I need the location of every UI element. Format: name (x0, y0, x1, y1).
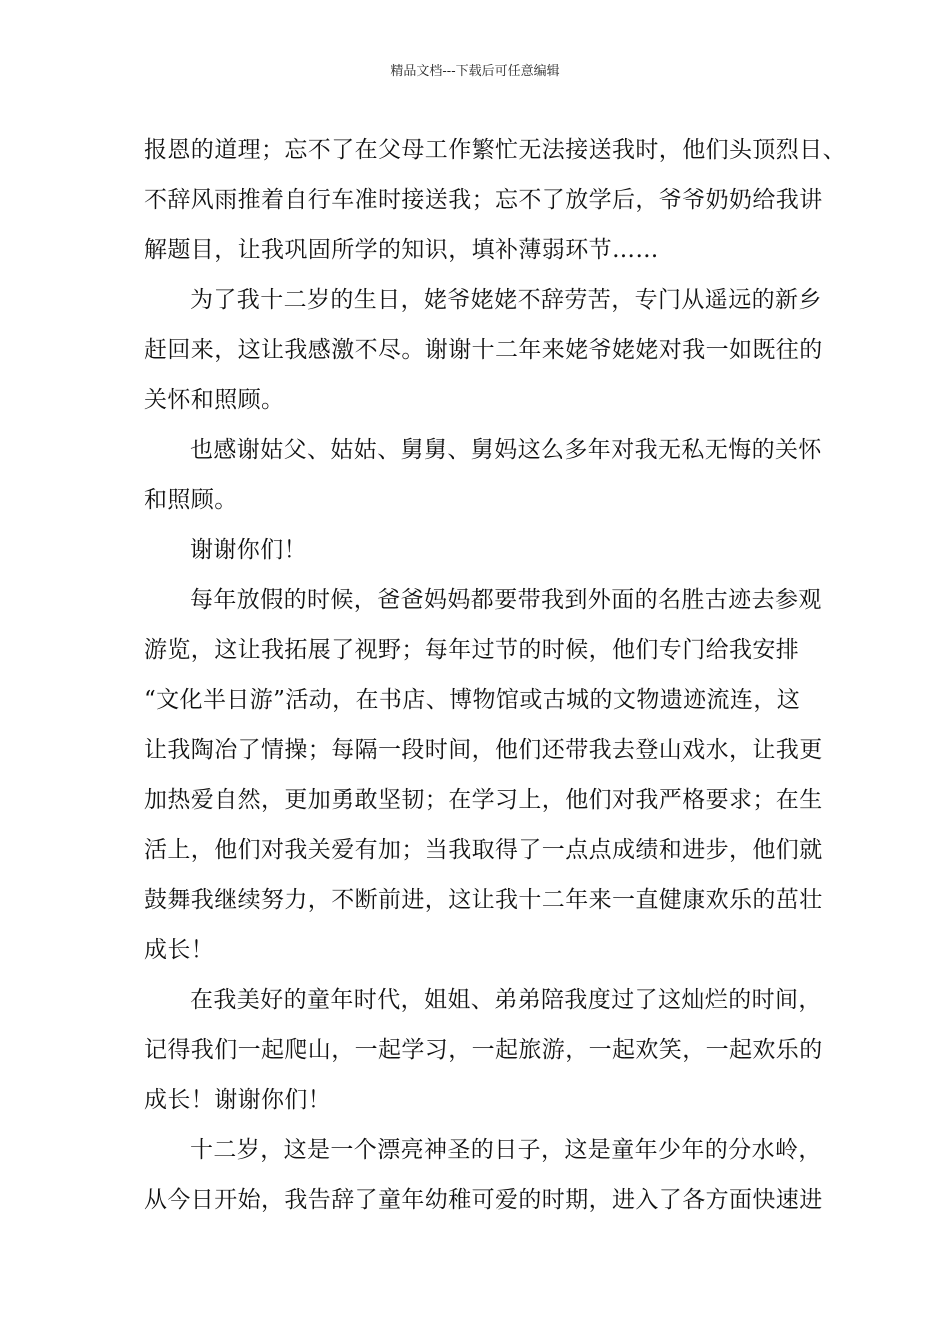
paragraph-line: 从今日开始，我告辞了童年幼稚可爱的时期，进入了各方面快速进 (144, 1187, 823, 1213)
document-body (144, 125, 846, 1225)
paragraph-line: 为了我十二岁的生日，姥爷姥姥不辞劳苦，专门从遥远的新乡 (190, 287, 822, 313)
paragraph-line: 谢谢你们！ (190, 537, 307, 563)
paragraph-line: 也感谢姑父、姑姑、舅舅、舅妈这么多年对我无私无悔的关怀 (190, 437, 822, 463)
paragraph-line: 成长！ (144, 937, 215, 963)
paragraph-line: “文化半日游”活动，在书店、博物馆或古城的文物遗迹流连，这 (144, 687, 801, 713)
paragraph-line: 十二岁，这是一个漂亮神圣的日子，这是童年少年的分水岭， (190, 1137, 822, 1163)
paragraph-line: 和照顾。 (144, 487, 238, 513)
paragraph-line: 赶回来，这让我感激不尽。谢谢十二年来姥爷姥姥对我一如既往的 (144, 337, 823, 363)
paragraph-line: 在我美好的童年时代，姐姐、弟弟陪我度过了这灿烂的时间， (190, 987, 822, 1013)
paragraph-line: 让我陶冶了情操；每隔一段时间，他们还带我去登山戏水，让我更 (144, 737, 823, 763)
paragraph-line: 游览，这让我拓展了视野；每年过节的时候，他们专门给我安排 (144, 637, 800, 663)
paragraph-line: 报恩的道理；忘不了在父母工作繁忙无法接送我时，他们头顶烈日、 (144, 137, 846, 163)
page-header: 精品文档---下载后可任意编辑 (390, 64, 560, 79)
paragraph-line: 加热爱自然，更加勇敢坚韧；在学习上，他们对我严格要求；在生 (144, 787, 823, 813)
paragraph-line: 关怀和照顾。 (144, 387, 285, 413)
paragraph-line: 活上，他们对我关爱有加；当我取得了一点点成绩和进步，他们就 (144, 837, 823, 863)
paragraph-line: 解题目，让我巩固所学的知识，填补薄弱环节…… (144, 237, 659, 263)
paragraph-line: 成长！谢谢你们！ (144, 1087, 332, 1113)
paragraph-line: 记得我们一起爬山，一起学习，一起旅游，一起欢笑，一起欢乐的 (144, 1037, 823, 1063)
paragraph-line: 不辞风雨推着自行车准时接送我；忘不了放学后，爷爷奶奶给我讲 (144, 187, 823, 213)
paragraph-line: 每年放假的时候，爸爸妈妈都要带我到外面的名胜古迹去参观 (190, 587, 822, 613)
paragraph-line: 鼓舞我继续努力，不断前进，这让我十二年来一直健康欢乐的茁壮 (144, 887, 823, 913)
